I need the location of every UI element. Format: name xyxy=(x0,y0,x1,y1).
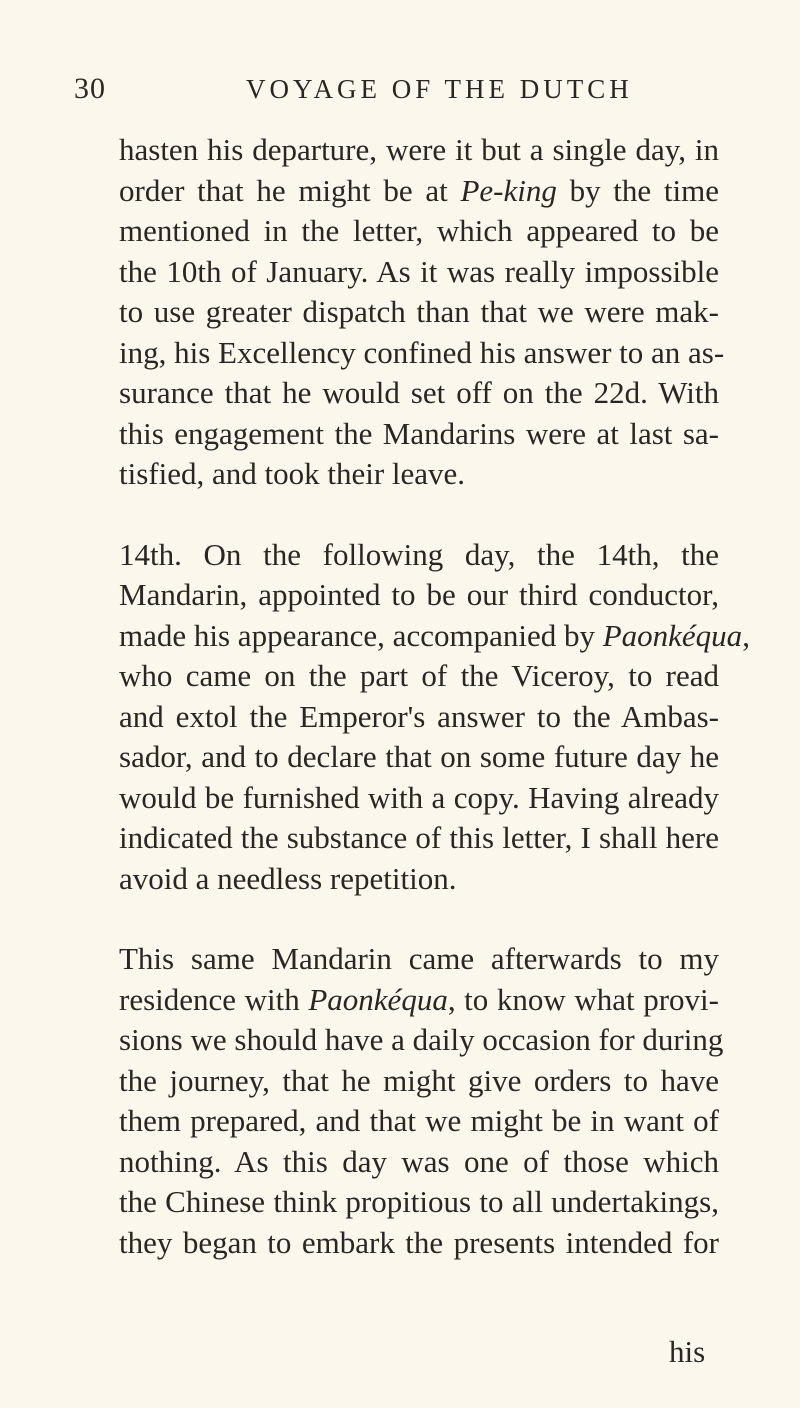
italic-name: Paonkéqua xyxy=(308,981,448,1017)
text-run: mentioned in the letter, which appeared to be xyxy=(119,213,719,248)
text-line xyxy=(119,130,719,171)
text-run: them prepared, and that we might be in want of xyxy=(119,1103,719,1138)
text-run: made his appearance, accompanied by xyxy=(119,617,603,653)
text-line xyxy=(119,333,725,374)
text-run: sions we should have a daily occasion for during xyxy=(119,1022,724,1057)
text-run: residence with xyxy=(119,981,309,1017)
text-line xyxy=(119,1020,724,1061)
text-line xyxy=(119,778,719,819)
text-line xyxy=(119,414,719,455)
text-run: the 10th of January. As it was really impossible xyxy=(119,253,719,289)
paragraph xyxy=(119,939,724,1263)
text-line xyxy=(119,211,719,252)
text-line xyxy=(119,171,719,212)
text-run: who came on the part of the Viceroy, to read xyxy=(119,658,719,693)
italic-name: Pe-king xyxy=(460,172,557,208)
text-run: to use greater dispatch than that we were mak- xyxy=(119,294,719,329)
text-line xyxy=(119,373,719,414)
text-run: the Chinese think propitious to all undertakings, xyxy=(119,1184,719,1219)
text-run: tisfied, and took their leave. xyxy=(119,456,466,491)
text-run: avoid a needless repetition. xyxy=(119,860,457,896)
text-line xyxy=(119,859,719,900)
text-run: the journey, that he might give orders to have xyxy=(119,1062,719,1098)
text-run: and extol the Emperor's answer to the Ambas- xyxy=(119,698,719,734)
text-line xyxy=(119,616,750,657)
text-line xyxy=(119,1182,719,1223)
text-run: hasten his departure, were it but a single day, in xyxy=(119,132,719,167)
text-line xyxy=(119,292,719,333)
text-line xyxy=(119,1223,719,1264)
text-line xyxy=(119,1061,719,1102)
text-line xyxy=(119,939,719,980)
text-line xyxy=(119,1101,719,1142)
text-run: This same Mandarin came afterwards to my xyxy=(119,941,719,976)
text-run: they began to embark the presents intended for xyxy=(119,1224,719,1260)
paragraph xyxy=(119,130,725,495)
paragraph-gap xyxy=(119,899,719,939)
text-run: surance that he would set off on the 22d. With xyxy=(119,375,719,410)
text-run: 14th. On the following day, the 14th, the xyxy=(119,536,719,572)
text-run: ing, his Excellency confined his answer to an as- xyxy=(119,334,725,370)
text-line xyxy=(119,454,719,495)
text-line xyxy=(119,737,719,778)
paragraph xyxy=(119,535,750,900)
body-text xyxy=(119,130,750,1263)
text-run: sador, and to declare that on some future day he xyxy=(119,739,719,774)
text-line xyxy=(119,818,719,859)
italic-name: Paonkéqua xyxy=(602,617,743,653)
text-line xyxy=(119,980,719,1021)
text-run: , xyxy=(742,617,750,653)
text-line xyxy=(119,252,719,293)
page-number: 30 xyxy=(74,72,106,105)
text-line xyxy=(119,697,719,738)
paragraph-gap xyxy=(119,495,719,535)
text-run: nothing. As this day was one of those which xyxy=(119,1143,719,1179)
text-run: , to know what provi- xyxy=(447,981,719,1017)
text-run: order that he might be at xyxy=(119,172,461,208)
text-run: this engagement the Mandarins were at last sa- xyxy=(119,415,719,451)
text-line xyxy=(119,656,719,697)
running-title: VOYAGE OF THE DUTCH xyxy=(246,74,633,104)
catchword: his xyxy=(669,1334,706,1369)
text-run: would be furnished with a copy. Having already xyxy=(119,779,719,815)
text-line xyxy=(119,535,719,576)
text-run: indicated the substance of this letter, I shall here xyxy=(119,820,719,855)
page-header xyxy=(74,72,714,112)
text-line xyxy=(119,575,719,616)
text-line xyxy=(119,1142,719,1183)
text-run: Mandarin, appointed to be our third conductor, xyxy=(119,577,719,612)
text-run: by the time xyxy=(556,172,719,208)
